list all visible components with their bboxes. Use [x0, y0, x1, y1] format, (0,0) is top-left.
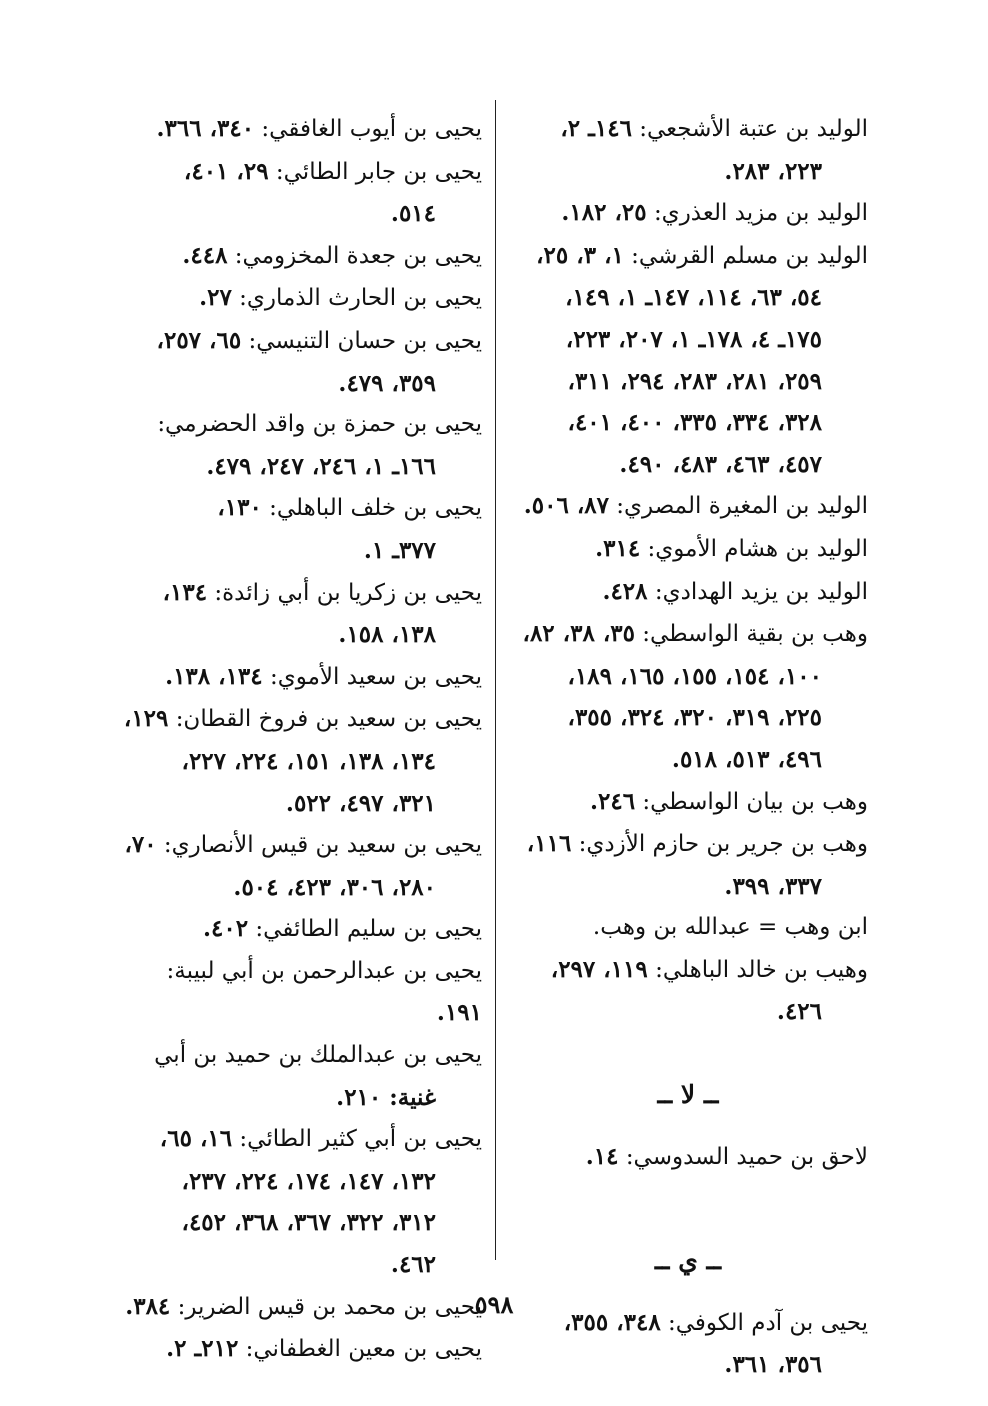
index-entry [118, 108, 482, 151]
entry-continuation-line: ٣٣٧، ٣٩٩. [724, 872, 822, 900]
entry-page-numbers: ٣٤٠، ٣٦٦. [156, 115, 255, 142]
entry-page-numbers: ٢٥، ١٨٢. [561, 199, 647, 227]
entry-page-numbers: ٤٠٢. [203, 915, 249, 943]
entry-first-line [508, 613, 868, 656]
entry-first-line [118, 108, 482, 151]
entry-continuation-line: ١٧٥ـ ٤، ١٧٨ـ ١، ٢٠٧، ٢٢٣، [565, 325, 822, 353]
entry-first-line [508, 528, 868, 571]
entry-page-numbers: ٢٤٦. [589, 787, 636, 815]
entry-first-line [508, 949, 868, 992]
entry-name: يحيى بن سعيد بن فروخ القطان: [175, 706, 482, 733]
entry-name: يحيى بن آدم الكوفي: [668, 1309, 868, 1336]
entry-name: وهب بن جرير بن حازم الأزدي: [578, 831, 868, 858]
entry-continuation-line: ١٦٦ـ ١، ٢٤٦، ٢٤٧، ٤٧٩. [206, 452, 436, 480]
index-entry [118, 1328, 482, 1371]
entry-name: الوليد بن المغيرة المصري: [616, 493, 868, 520]
entry-first-line [508, 1136, 868, 1179]
entry-continuation-line: ٢٥٩، ٢٨١، ٢٨٣، ٢٩٤، ٣١١، [567, 367, 822, 395]
entry-first-line [508, 108, 868, 151]
left-column [118, 108, 482, 1371]
entry-continuation-line: ١٣٨، ١٥٨. [338, 621, 436, 649]
entry-name: يحيى بن سعيد بن قيس الأنصاري: [163, 832, 482, 859]
entry-continuation-line: ٢٢٣، ٢٨٣. [724, 157, 822, 185]
entry-page-numbers: ١٩١. [436, 999, 482, 1027]
left-column-entries [118, 108, 482, 1371]
index-entry [508, 1136, 868, 1179]
index-entry [118, 1118, 482, 1285]
entry-continuation-line: ١٣٤، ١٣٨، ١٥١، ٢٢٤، ٢٢٧، [181, 747, 436, 775]
right-column-entries [508, 108, 868, 1033]
entry-page-numbers: ٢٩، ٤٠١، [183, 157, 269, 185]
entry-page-numbers: ٨٧، ٥٠٦. [523, 492, 609, 520]
entry-first-line [118, 824, 482, 867]
index-entry [508, 949, 868, 1033]
entry-page-numbers: ٢١٢ـ ٢. [166, 1335, 239, 1363]
entry-page-numbers: ١٣٠، [217, 494, 262, 522]
entry-name: يحيى بن حسان التنيسي: [248, 327, 482, 354]
entry-page-numbers: ١١٦، [526, 830, 572, 858]
index-entry [508, 571, 868, 614]
entry-name: وهب بن بيان الواسطي: [642, 788, 868, 815]
section-header-ya: ــ ي ــ [654, 1245, 722, 1275]
entry-first-line [118, 1118, 482, 1161]
entry-name: يحيى بن خلف الباهلي: [269, 495, 482, 522]
entry-name: يحيى بن عبدالرحمن بن أبي لبيبة: [166, 957, 482, 984]
index-entry [118, 1035, 482, 1118]
entry-name: الوليد بن هشام الأموي: [647, 535, 868, 562]
entry-continuation-line: ٣١٢، ٣٢٢، ٣٦٧، ٣٦٨، ٤٥٢، [181, 1209, 436, 1237]
index-entry [508, 781, 868, 824]
index-entry [118, 698, 482, 824]
entry-continuation-line: ٣٥٦، ٣٦١. [724, 1351, 822, 1379]
right-column [508, 108, 868, 1386]
entry-continuation-line: ٣٥٩، ٤٧٩. [338, 369, 436, 397]
entry-page-numbers: ٣٨٤. [125, 1292, 171, 1320]
entry-first-line [118, 656, 482, 699]
index-entry [118, 277, 482, 320]
entry-page-numbers: ١٣٤، ١٣٨. [165, 662, 263, 690]
entry-page-numbers: ٣٥، ٣٨، ٨٢، [522, 620, 635, 648]
entry-name: لاحق بن حميد السدوسي: [625, 1144, 868, 1171]
entry-name: الوليد بن عتبة الأشجعي: [639, 116, 868, 142]
entry-first-line [508, 192, 868, 235]
entry-continuation-line: ٣٢٨، ٣٣٤، ٣٣٥، ٤٠٠، ٤٠١، [567, 409, 822, 437]
section-header-la: ــ لا ــ [657, 1080, 719, 1110]
entry-page-numbers: ٦٥، ٢٥٧، [156, 326, 242, 354]
index-entry [118, 572, 482, 656]
index-entry [508, 235, 868, 486]
entry-page-numbers: ٤٤٨. [182, 241, 228, 269]
index-entry [118, 951, 482, 1035]
entry-first-line [508, 235, 868, 278]
index-entry [118, 908, 482, 951]
index-entry [118, 151, 482, 235]
entry-name: يحيى بن أبي كثير الطائي: [239, 1126, 482, 1153]
entry-first-line [118, 951, 482, 1035]
index-entry [118, 487, 482, 571]
entry-name: الوليد بن مزيد العذري: [653, 200, 868, 227]
column-divider [495, 100, 496, 1260]
index-entry [118, 656, 482, 699]
entry-continuation-line: ٤٥٧، ٤٦٣، ٤٨٣، ٤٩٠. [619, 450, 822, 478]
entry-first-line [118, 698, 482, 741]
index-entry [118, 404, 482, 487]
entry-first-line [508, 781, 868, 824]
entry-page-numbers: ١٣٤، [162, 578, 208, 606]
entry-first-line [118, 404, 482, 446]
entry-first-line [118, 235, 482, 278]
entry-page-numbers: ٣٤٨، ٣٥٥، [563, 1308, 661, 1336]
index-entry [508, 192, 868, 235]
index-entry [508, 823, 868, 907]
entry-page-numbers: ١٢٩، [123, 705, 169, 733]
index-entry [118, 235, 482, 278]
entry-page-numbers: ٢٧. [199, 284, 232, 312]
entry-name: يحيى بن معين الغطفاني: [245, 1336, 482, 1363]
entry-first-line [508, 823, 868, 866]
entry-continuation-line: غنية: ٢١٠. [336, 1083, 436, 1111]
entry-continuation-line: ٢٨٠، ٣٠٦، ٤٢٣، ٥٠٤. [233, 873, 436, 901]
entry-name: يحيى بن حمزة بن واقد الحضرمي: [157, 411, 482, 438]
index-entry [118, 824, 482, 908]
entry-first-line [118, 277, 482, 320]
entry-continuation-line: ٥١٤. [390, 200, 436, 228]
entry-first-line [508, 485, 868, 528]
entry-continuation-line: ٣٧٧ـ ١. [363, 536, 436, 564]
index-entry [508, 108, 868, 192]
index-entry [508, 528, 868, 571]
entry-page-numbers: ١٤. [585, 1143, 619, 1171]
entry-continuation-line: ٤٩٦، ٥١٣، ٥١٨. [671, 745, 822, 773]
entry-first-line [118, 572, 482, 615]
entry-name: يحيى بن أيوب الغافقي: [261, 116, 482, 142]
entry-first-line [508, 907, 868, 949]
entry-continuation-line: ٢٢٥، ٣١٩، ٣٢٠، ٣٢٤، ٣٥٥، [567, 704, 822, 732]
entry-name: يحيى بن الحارث الذماري: [239, 285, 482, 312]
entry-page-numbers: ١١٩، ٢٩٧، [550, 955, 648, 983]
entry-name: يحيى بن سليم الطائفي: [255, 916, 482, 943]
index-entry [118, 320, 482, 404]
entry-name: يحيى بن جعدة المخزومي: [234, 242, 482, 269]
entry-name: الوليد بن مسلم القرشي: [631, 242, 868, 269]
entry-continuation-line: ١٠٠، ١٥٤، ١٥٥، ١٦٥، ١٨٩، [567, 662, 822, 690]
entry-continuation-line: ٥٤، ٦٣، ١١٤، ١٤٧ـ ١، ١٤٩، [565, 284, 822, 312]
index-entry [508, 907, 868, 949]
entry-first-line [508, 571, 868, 614]
entry-page-numbers: ٤٢٨. [602, 577, 648, 605]
entry-first-line [118, 1035, 482, 1077]
entry-name: يحيى بن جابر الطائي: [275, 158, 482, 185]
entry-name: الوليد بن يزيد الهدادي: [654, 578, 868, 605]
entry-continuation-line: ٤٢٦. [776, 998, 822, 1026]
entry-name: وهب بن بقية الواسطي: [642, 621, 868, 648]
entry-first-line [118, 151, 482, 194]
entry-name: يحيى بن محمد بن قيس الضرير: [177, 1293, 482, 1320]
index-entry [508, 485, 868, 528]
entry-page-numbers: ٧٠، [124, 831, 157, 859]
index-entry [508, 613, 868, 780]
entry-name: يحيى بن عبدالملك بن حميد بن أبي [154, 1042, 482, 1069]
entry-first-line [118, 908, 482, 951]
entry-name: يحيى بن سعيد الأموي: [269, 663, 482, 690]
entry-page-numbers: ١٤٦ـ ٢، [560, 115, 632, 142]
section-la-entries [508, 1136, 868, 1179]
entry-continuation-line: ٣٢١، ٤٩٧، ٥٢٢. [285, 789, 436, 817]
entry-first-line [118, 320, 482, 363]
entry-continuation-line: ٤٦٢. [390, 1251, 436, 1279]
entry-name: وهيب بن خالد الباهلي: [655, 956, 868, 983]
entry-name: يحيى بن زكريا بن أبي زائدة: [214, 579, 482, 606]
entry-first-line [118, 487, 482, 530]
entry-first-line [118, 1328, 482, 1371]
page-number: ٥٩٨ [474, 1290, 514, 1319]
entry-page-numbers: ٣١٤. [595, 534, 641, 562]
entry-page-numbers: ١، ٣، ٢٥، [536, 241, 624, 269]
entry-name: ابن وهب = عبدالله بن وهب. [592, 914, 868, 941]
entry-page-numbers: ١٦، ٦٥، [159, 1125, 233, 1153]
entry-continuation-line: ١٣٢، ١٤٧، ١٧٤، ٢٢٤، ٢٣٧، [181, 1167, 436, 1195]
